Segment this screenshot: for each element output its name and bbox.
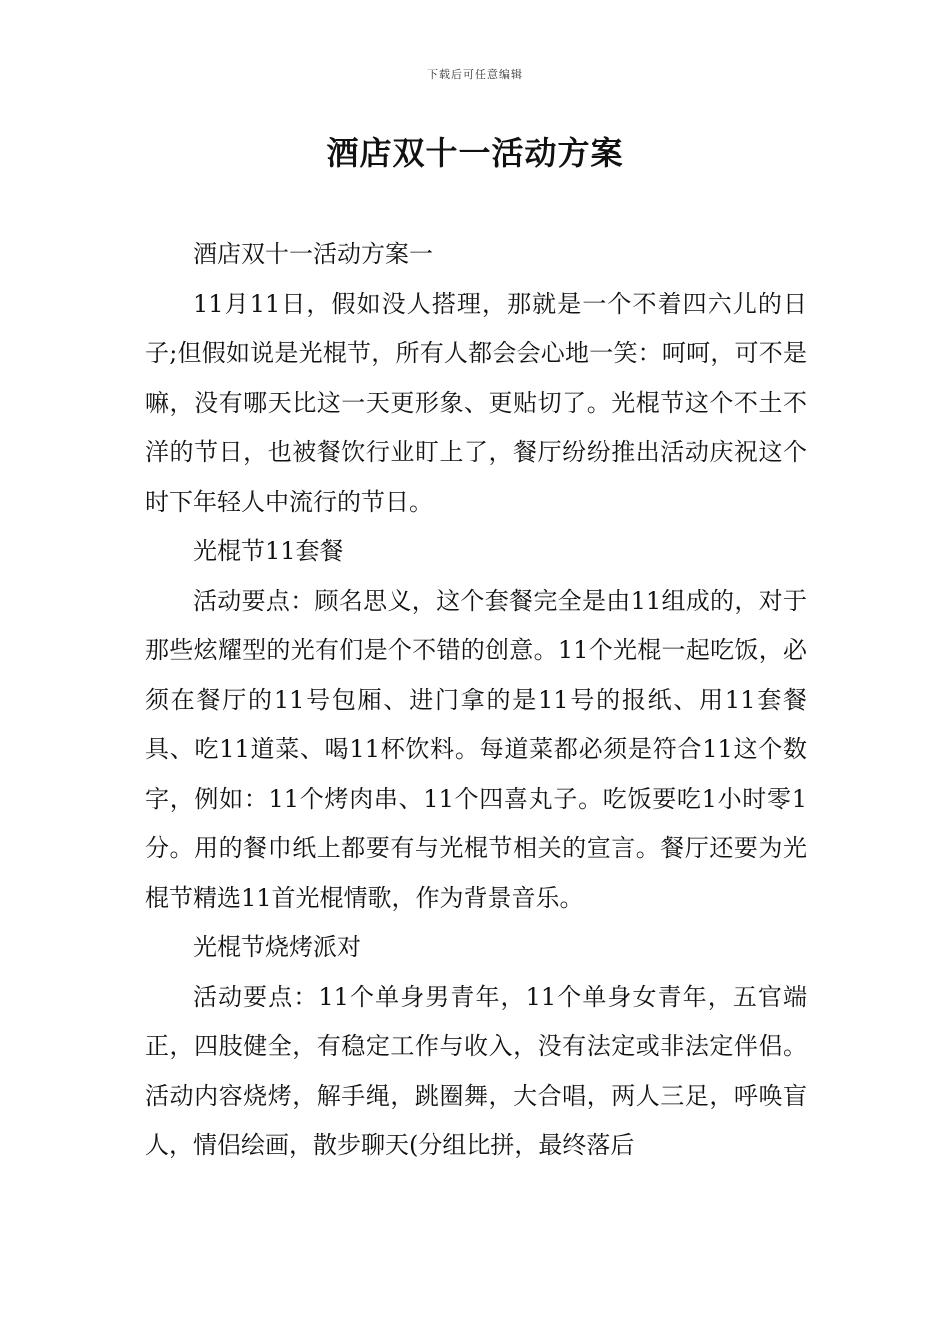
body-paragraph: 活动要点：11个单身男青年，11个单身女青年，五官端正，四肢健全，有稳定工作与收入，没有法定或非法定伴侣。活动内容烧烤，解手绳，跳圈舞，大合唱，两人三足，呼唤盲人，情侣绘画，散步聊天(分组比拼，最终落后 — [145, 982, 807, 1159]
section-heading: 酒店双十一活动方案一 — [193, 240, 433, 268]
header-note: 下载后可任意编辑 — [427, 68, 523, 81]
document-title: 酒店双十一活动方案 — [326, 134, 624, 172]
body-paragraph: 11月11日，假如没人搭理，那就是一个不着四六儿的日子;但假如说是光棍节，所有人都会会心地一笑：呵呵，可不是嘛，没有哪天比这一天更形象、更贴切了。光棍节这个不土不洋的节日，也被餐饮行业盯上了，餐厅纷纷推出活动庆祝这个时下年轻人中流行的节日。 — [145, 289, 807, 516]
section-heading: 光棍节烧烤派对 — [193, 933, 361, 961]
section-heading: 光棍节11套餐 — [193, 537, 344, 565]
document-body — [145, 230, 807, 1171]
body-paragraph: 活动要点：顾名思义，这个套餐完全是由11组成的，对于那些炫耀型的光有们是个不错的创意。11个光棍一起吃饭，必须在餐厅的11号包厢、进门拿的是11号的报纸、用11套餐具、吃11道菜、喝11杯饮料。每道菜都必须是符合11这个数字，例如：11个烤肉串、11个四喜丸子。吃饭要吃1小时零1分。用的餐巾纸上都要有与光棍节相关的宣言。餐厅还要为光棍节精选11首光棍情歌，作为背景音乐。 — [145, 586, 807, 912]
